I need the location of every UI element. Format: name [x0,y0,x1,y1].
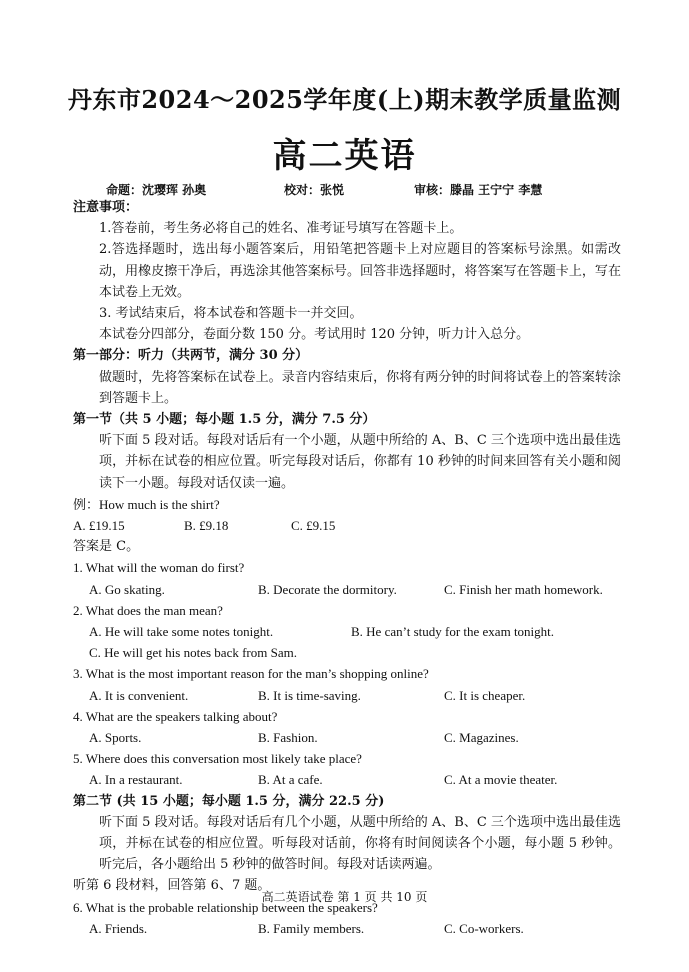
question-6-options [73,918,621,939]
section1-heading: 第一节（共 5 小题；每小题 1.5 分，满分 7.5 分） [73,412,376,428]
question-2-options [73,621,621,642]
page-footer: 高二英语试卷 第 1 页 共 10 页 [261,890,428,904]
question-1: 1. What will the woman do first? [73,560,245,576]
q6-option-b: B. Family members. [258,920,365,936]
question-4: 4. What are the speakers talking about? [73,708,278,724]
question-6: 6. What is the probable relationship between the speakers? [73,899,378,915]
exam-body [73,197,621,939]
reviewers: 审核：滕晶 王宁宁 李慧 [414,183,543,197]
question-3: 3. What is the most important reason for the man’s shopping online? [73,666,429,682]
question-5: 5. Where does this conversation most likely take place? [73,751,362,767]
question-3-options [73,685,621,706]
section2-heading: 第二节 (共 15 小题；每小题 1.5 分，满分 22.5 分) [73,793,385,809]
notice-item-1: 1.答卷前，考生务必将自己的姓名、准考证号填写在答题卡上。 [99,221,463,237]
q3-option-b: B. It is time-saving. [258,687,361,703]
notice-summary: 本试卷分四部分，卷面分数 150 分。考试用时 120 分钟，听力计入总分。 [99,327,530,343]
setters: 命题：沈璎珲 孙奥 [106,183,207,197]
example-option-a: A. £19.15 [73,518,125,534]
q2-option-b: B. He can’t study for the exam tonight. [351,624,555,640]
exam-title: 丹东市2024～2025学年度(上)期末教学质量监测 [67,85,622,114]
example-answer: 答案是 C。 [73,539,140,555]
q4-option-c: C. Magazines. [444,730,519,745]
q3-option-a: A. It is convenient. [89,687,189,703]
q4-option-a: A. Sports. [89,730,142,745]
q5-option-b: B. At a cafe. [258,772,323,788]
notice-item-3: 3. 考试结束后，将本试卷和答题卡一并交回。 [99,306,363,322]
q1-option-a: A. Go skating. [89,581,165,597]
question-4-options [73,727,621,748]
q5-option-a: A. In a restaurant. [89,772,183,788]
section2-instructions: 听下面 5 段对话。每段对话后有几个小题，从题中所给的 A、B、C 三个选项中选出最佳选项，并标在试卷的相应位置。听每段对话前，你将有时间阅读各个小题，每小题 5 秒钟。听完后，各小题给出 5 秒钟的做答时间。每段对话读两遍。 [99,814,621,873]
q2-option-c: C. He will get his notes back from Sam. [89,645,297,661]
notice-heading: 注意事项： [73,200,139,215]
question-1-options [73,579,621,600]
q4-option-b: B. Fashion. [258,730,318,745]
proofreader: 校对：张悦 [284,183,345,197]
notice-item-2: 2.答选择题时，选出每小题答案后，用铅笔把答题卡上对应题目的答案标号涂黑。如需改动，用橡皮擦干净后，再选涂其他答案标号。回答非选择题时，将答案写在答题卡上，写在本试卷上无效。 [99,242,621,300]
q2-option-a: A. He will take some notes tonight. [89,624,274,640]
example-option-b: B. £9.18 [184,518,229,534]
q6-option-a: A. Friends. [89,920,148,936]
part1-instructions: 做题时，先将答案标在试卷上。录音内容结束后，你将有两分钟的时间将试卷上的答案转涂到答题卡上。 [99,369,621,406]
q3-option-c: C. It is cheaper. [444,687,526,703]
subject-title: 高二英语 [272,136,417,176]
question-2: 2. What does the man mean? [73,602,223,618]
question-2-options-2 [73,642,621,663]
example-options [73,515,621,536]
q6-option-c: C. Co-workers. [444,920,524,936]
part1-heading: 第一部分：听力（共两节，满分 30 分） [73,348,309,364]
example-question: 例：How much is the shirt? [73,496,220,512]
material-6-note: 听第 6 段材料，回答第 6、7 题。 [73,878,271,894]
q5-option-c: C. At a movie theater. [444,772,558,788]
question-5-options [73,769,621,790]
section1-instructions: 听下面 5 段对话。每段对话后有一个小题，从题中所给的 A、B、C 三个选项中选出最佳选项，并标在试卷的相应位置。听完每段对话后，你都有 10 秒钟的时间来回答有关小题和阅读下一小题。每段对话仅读一遍。 [99,433,621,491]
example-option-c: C. £9.15 [291,518,336,534]
q1-option-b: B. Decorate the dormitory. [258,581,397,597]
q1-option-c: C. Finish her math homework. [444,581,603,597]
